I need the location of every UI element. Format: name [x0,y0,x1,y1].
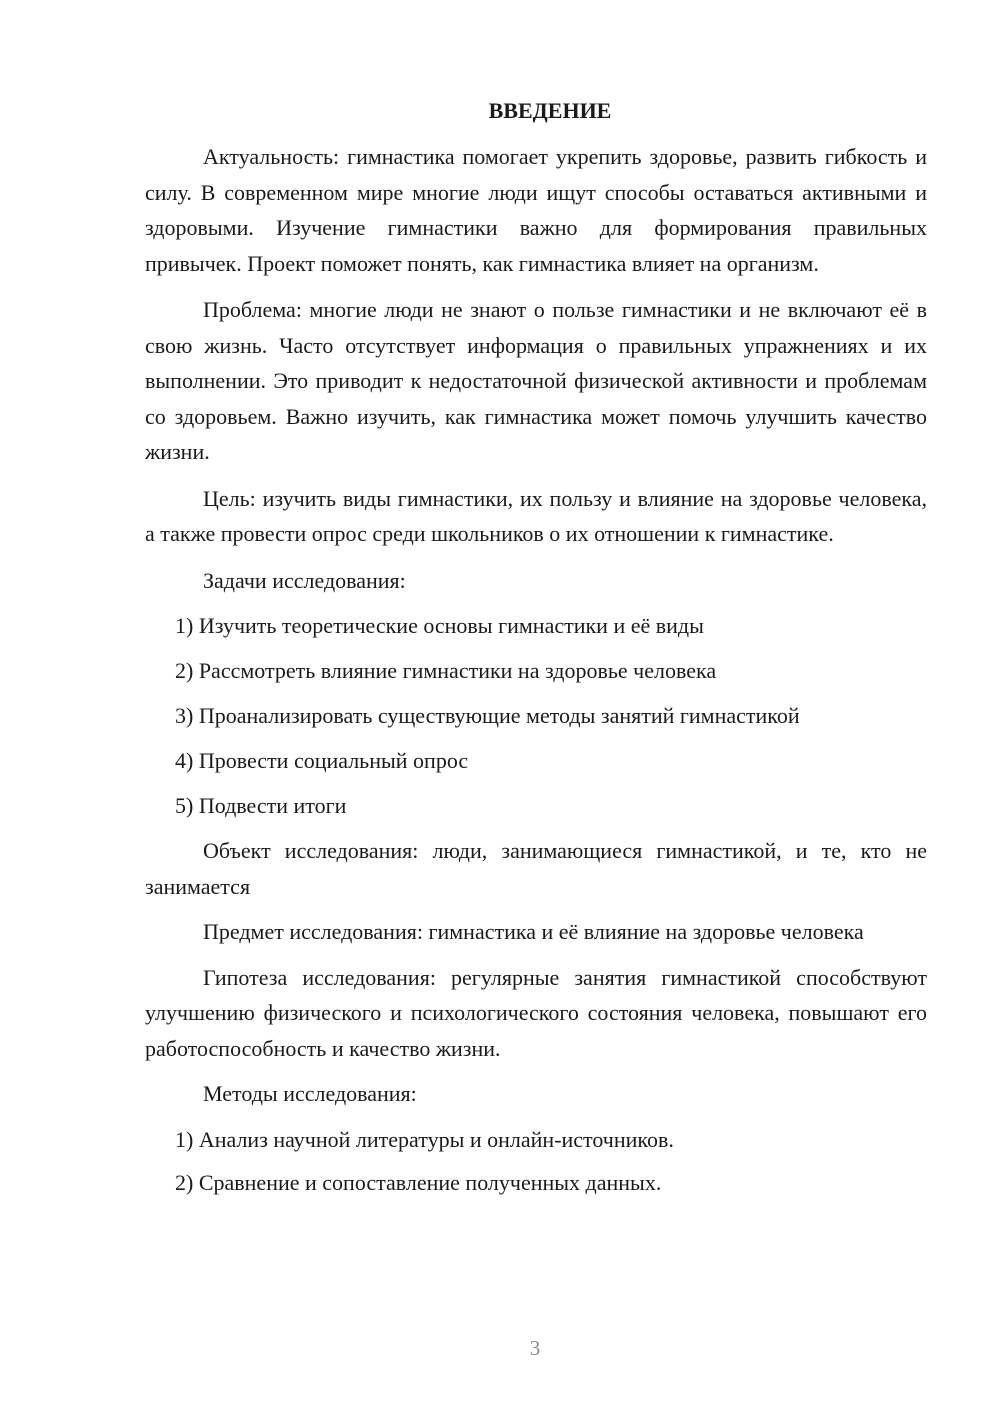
task-item-3: 3) Проанализировать существующие методы занятий гимнастикой [175,703,800,728]
method-item-1: 1) Анализ научной литературы и онлайн-источников. [175,1126,674,1152]
methods-list [145,1122,927,1201]
hypothesis-paragraph: Гипотеза исследования: регулярные занятия гимнастикой способствуют улучшению физического и психологического состояния человека, повышают его работоспособность и качество жизни. [145,964,927,1061]
task-item-1: 1) Изучить теоретические основы гимнастики и её виды [175,613,704,638]
relevance-paragraph: Актуальность: гимнастика помогает укрепить здоровье, развить гибкость и силу. В современном мире многие люди ищут способы оставаться активными и здоровыми. Изучение гимнастики важно для формирования правильных привычек. Проект поможет понять, как гимнастика влияет на организм. [145,144,927,276]
page-number: 3 [529,1336,541,1360]
task-item-2: 2) Рассмотреть влияние гимнастики на здоровье человека [175,658,717,683]
subject-paragraph: Предмет исследования: гимнастика и её влияние на здоровье человека [203,919,864,944]
object-paragraph: Объект исследования: люди, занимающиеся гимнастикой, и те, кто не занимается [145,838,927,899]
page-content [145,96,927,1209]
tasks-heading: Задачи исследования: [203,567,406,593]
page-title: ВВЕДЕНИЕ [488,98,612,123]
method-item-2: 2) Сравнение и сопоставление полученных данных. [175,1170,662,1195]
methods-heading: Методы исследования: [203,1081,417,1106]
task-item-5: 5) Подвести итоги [175,793,347,818]
task-item-4: 4) Провести социальный опрос [175,748,469,773]
tasks-list [145,608,927,824]
goal-paragraph: Цель: изучить виды гимнастики, их пользу и влияние на здоровье человека, а также провести опрос среди школьников о их отношении к гимнастике. [145,485,927,546]
problem-paragraph: Проблема: многие люди не знают о пользе гимнастики и не включают её в свою жизнь. Часто отсутствует информация о правильных упражнениях и их выполнении. Это приводит к недостаточной физической активности и проблемам со здоровьем. Важно изучить, как гимнастика может помочь улучшить качество жизни. [145,297,927,464]
